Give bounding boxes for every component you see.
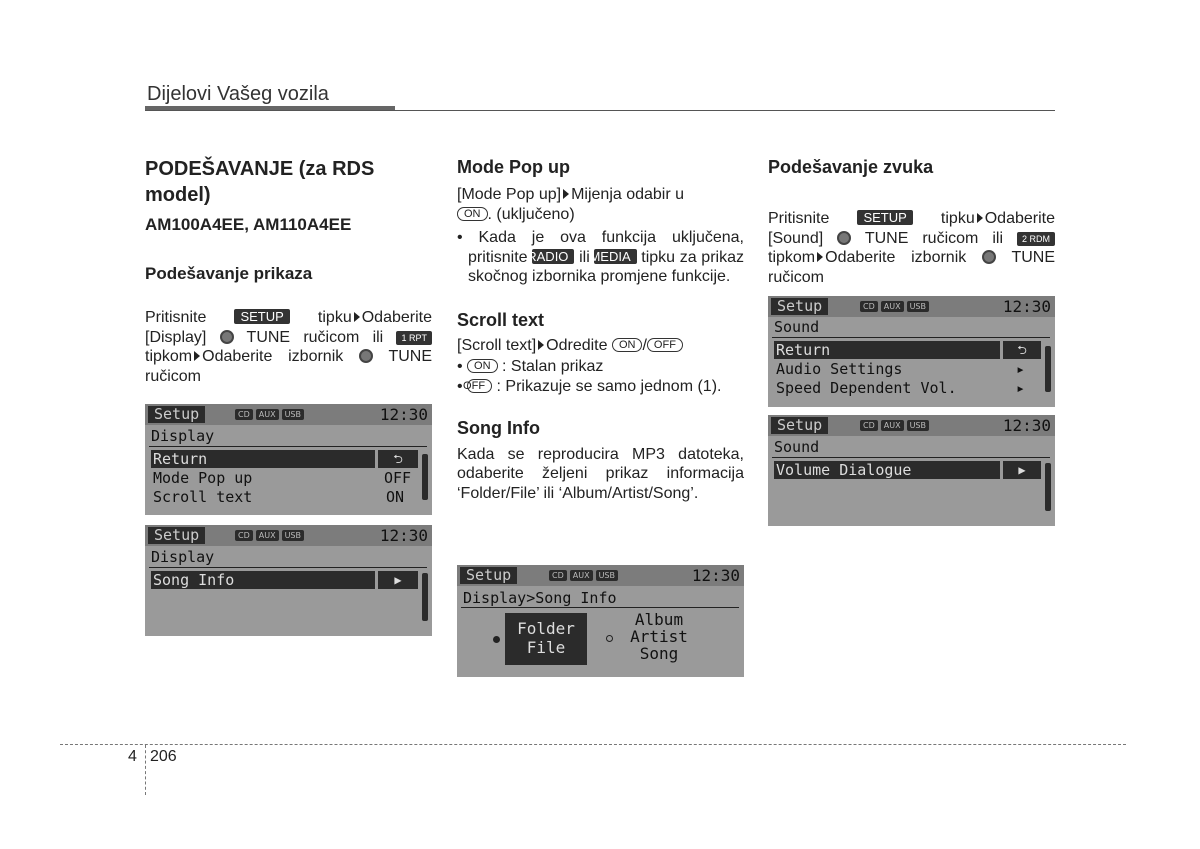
text: tipku za prikaz skočnog izbornika promjene funkcije. [468, 248, 744, 286]
usb-icon: USB [596, 570, 618, 581]
screen-divider [772, 457, 1050, 458]
aux-icon: AUX [881, 301, 904, 312]
aux-icon: AUX [881, 420, 904, 431]
scrollbar[interactable] [422, 573, 428, 621]
model-codes: AM100A4EE, AM110A4EE [145, 215, 352, 234]
setup-key: SETUP [234, 309, 289, 324]
song-info-text: Kada se reproducira MP3 datoteka, odaberite željeni prikaz informacija ‘Folder/File’ ili ‘Album/Artist/Song’. [457, 445, 744, 502]
menu-item-label: Mode Pop up [153, 469, 253, 487]
mode-pop-up-text [457, 185, 744, 224]
song-info-menu-screen [145, 525, 432, 636]
footer-dashed-rule [60, 744, 1126, 745]
option-line: Album [634, 610, 684, 629]
cd-icon: CD [235, 530, 253, 541]
mode-pop-up-title: Mode Pop up [457, 157, 570, 177]
text: . (uključeno) [487, 205, 575, 223]
scrollbar[interactable] [1045, 463, 1051, 511]
option-line: Song [639, 644, 679, 663]
cd-icon: CD [860, 301, 878, 312]
on-pill: ON [457, 207, 488, 221]
off-pill: OFF [467, 379, 492, 393]
column-sound-settings [768, 156, 1055, 287]
header-rule [145, 110, 1055, 111]
menu-item-label: Speed Dependent Vol. [776, 379, 957, 397]
chevron-right-icon: ▸ [1016, 379, 1026, 397]
scroll-off-bullet: • OFF : Prikazuje se samo jednom (1). [457, 378, 722, 396]
screen-menu-label: Display [151, 427, 215, 445]
menu-item-value: OFF [384, 469, 412, 487]
text: : Stalan prikaz [502, 357, 604, 375]
screen-menu-label: Display [151, 548, 215, 566]
text: Odaberite [Sound] [768, 210, 1055, 247]
text: Pritisnite [768, 210, 830, 227]
screen-clock: 12:30 [379, 526, 428, 545]
rdm-key: 2 RDM [1017, 232, 1055, 246]
screen-clock: 12:30 [691, 566, 740, 585]
text: TUNE ručicom [145, 348, 433, 385]
option-line: Folder [517, 619, 575, 638]
sound-screen [768, 296, 1055, 407]
menu-item-mode-pop-up[interactable] [151, 469, 375, 487]
menu-item-return[interactable] [151, 450, 375, 468]
option-line: File [526, 638, 566, 657]
text: Mijenja odabir u [571, 186, 685, 203]
arrow-right-icon [977, 213, 983, 223]
text: Odredite [546, 336, 608, 354]
column-mode-scroll-song [457, 156, 744, 504]
menu-item-speed-dependent-vol[interactable] [774, 379, 1010, 397]
aux-icon: AUX [256, 409, 279, 420]
chevron-right-icon: ▸ [1016, 360, 1026, 378]
song-info-title: Song Info [457, 417, 540, 438]
aux-icon: AUX [570, 570, 593, 581]
radio-selected-icon[interactable] [493, 636, 500, 643]
usb-icon: USB [907, 301, 929, 312]
tune-knob-icon [359, 349, 373, 363]
return-icon[interactable]: ⮌ [378, 450, 418, 468]
screen-menu-label: Sound [774, 318, 820, 336]
text: • Kada je ova funkcija uključena, pritisnite [457, 229, 744, 266]
sound-title: Podešavanje zvuka [768, 157, 934, 177]
arrow-right-icon [194, 351, 200, 361]
text: Odaberite izbornik [825, 249, 967, 267]
arrow-right-icon [538, 340, 544, 350]
arrow-right-icon[interactable]: ▶ [378, 571, 418, 589]
cd-icon: CD [235, 409, 253, 420]
screen-menu-label: Sound [774, 438, 820, 456]
screen-menu-label: Display>Song Info [463, 589, 617, 607]
text: Odaberite izbornik [202, 348, 344, 366]
menu-item-label: Volume Dialogue [776, 461, 912, 479]
text: Odaberite [Display] [145, 309, 432, 346]
sound-instructions [768, 209, 1055, 287]
screen-setup-label: Setup [771, 298, 828, 315]
screen-setup-label: Setup [148, 406, 205, 423]
arrow-right-icon[interactable]: ▶ [1003, 461, 1041, 479]
display-instructions [145, 308, 432, 386]
menu-item-label: Audio Settings [776, 360, 903, 378]
screen-divider [461, 607, 739, 608]
scrollbar[interactable] [422, 454, 428, 500]
scroll-on-bullet: • ON : Stalan prikaz [457, 357, 604, 375]
text: [Scroll text] [457, 336, 537, 354]
radio-unselected-icon[interactable] [606, 635, 613, 642]
rpt-key: 1 RPT [396, 331, 432, 345]
menu-item-scroll-text[interactable] [151, 488, 375, 506]
text: tipku [317, 309, 352, 326]
text: TUNE ručicom ili [864, 229, 1004, 247]
section-title: PODEŠAVANJE (za RDS model) [145, 158, 375, 206]
screen-divider [772, 337, 1050, 338]
screen-divider [149, 567, 427, 568]
arrow-right-icon [817, 252, 823, 262]
cd-icon: CD [549, 570, 567, 581]
text: [Mode Pop up] [457, 186, 562, 203]
page-number: 206 [150, 748, 177, 765]
menu-item-song-info[interactable] [151, 571, 375, 589]
screen-source-icons [235, 409, 304, 420]
text: TUNE ručicom ili [246, 328, 384, 346]
radio-key: RADIO [532, 249, 574, 264]
screen-source-icons [549, 570, 618, 581]
text: / [642, 336, 647, 354]
column-display-settings [145, 156, 432, 386]
scrollbar[interactable] [1045, 346, 1051, 392]
screen-source-icons [860, 301, 929, 312]
footer-vertical-rule [145, 745, 146, 795]
screen-clock: 12:30 [379, 405, 428, 424]
menu-item-label: Return [153, 450, 208, 468]
menu-item-label: Song Info [153, 571, 235, 589]
usb-icon: USB [907, 420, 929, 431]
mode-pop-up-bullet [457, 228, 744, 287]
sound-volume-screen [768, 415, 1055, 526]
screen-divider [149, 446, 427, 447]
menu-item-audio-settings[interactable] [774, 360, 1000, 378]
usb-icon: USB [282, 530, 304, 541]
scroll-text-title: Scroll text [457, 309, 545, 330]
text: TUNE ručicom [768, 249, 1056, 286]
subsection-title: Podešavanje prikaza [145, 264, 313, 283]
text: Pritisnite [145, 309, 207, 326]
option-album-artist-song[interactable] [627, 611, 691, 662]
off-pill: OFF [647, 338, 683, 352]
menu-item-volume-dialogue[interactable] [774, 461, 1000, 479]
text: tipkom [768, 249, 816, 267]
page-header-title: Dijelovi Vašeg vozila [147, 83, 329, 105]
screen-source-icons [860, 420, 929, 431]
option-line: Artist [630, 627, 688, 646]
screen-setup-label: Setup [148, 527, 205, 544]
arrow-right-icon [354, 312, 360, 322]
menu-item-return[interactable] [774, 341, 1000, 359]
on-pill: ON [612, 338, 643, 352]
song-info-screen [457, 565, 744, 677]
usb-icon: USB [282, 409, 304, 420]
menu-item-label: Return [776, 341, 831, 359]
scroll-text-text [457, 336, 744, 356]
chapter-number: 4 [128, 748, 137, 765]
text: : Prikazuje se samo jednom (1). [496, 378, 722, 396]
return-icon[interactable]: ⮌ [1003, 341, 1041, 359]
option-folder-file[interactable] [505, 613, 587, 665]
menu-item-label: Scroll text [153, 488, 253, 506]
screen-setup-label: Setup [771, 417, 828, 434]
display-screen [145, 404, 432, 515]
text: ili [579, 248, 590, 266]
tune-knob-icon [220, 330, 234, 344]
media-key: MEDIA [594, 249, 636, 264]
tune-knob-icon [837, 231, 851, 245]
on-pill: ON [467, 359, 498, 373]
menu-item-value: ON [386, 488, 405, 506]
screen-source-icons [235, 530, 304, 541]
screen-setup-label: Setup [460, 567, 517, 584]
text: tipkom [145, 348, 193, 366]
cd-icon: CD [860, 420, 878, 431]
aux-icon: AUX [256, 530, 279, 541]
screen-clock: 12:30 [1002, 297, 1051, 316]
tune-knob-icon [982, 250, 996, 264]
text: tipku [940, 210, 975, 227]
arrow-right-icon [563, 189, 569, 199]
setup-key: SETUP [857, 210, 912, 225]
screen-clock: 12:30 [1002, 416, 1051, 435]
